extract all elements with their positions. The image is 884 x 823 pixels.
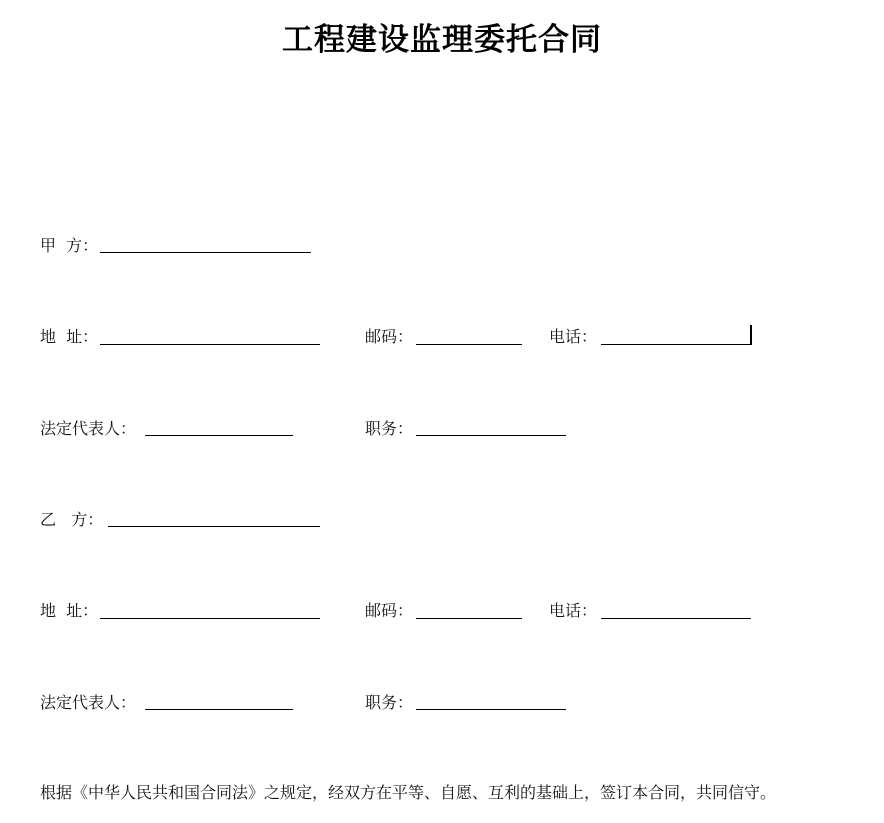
preamble-paragraph: 根据《中华人民共和国合同法》之规定，经双方在平等、自愿、互利的基础上，签订本合同，共同信守。 xyxy=(40,783,777,802)
party-a-address-label: 地 址： xyxy=(40,327,99,346)
party-a-label: 甲 方： xyxy=(40,236,99,255)
party-b-postcode-label: 邮码： xyxy=(365,601,414,620)
party-b-name-field[interactable] xyxy=(108,526,320,527)
party-a-position-label: 职务： xyxy=(365,419,414,438)
party-b-legal-rep-field[interactable] xyxy=(145,709,293,710)
party-b-phone-field[interactable] xyxy=(601,618,751,619)
party-b-postcode-field[interactable] xyxy=(416,618,522,619)
party-b-position-label: 职务： xyxy=(365,693,414,712)
party-b-phone-label: 电话： xyxy=(549,601,598,620)
party-a-phone-label: 电话： xyxy=(549,327,598,346)
party-b-legal-rep-label: 法定代表人： xyxy=(40,693,137,712)
party-b-address-field[interactable] xyxy=(100,618,320,619)
party-a-legal-rep-field[interactable] xyxy=(145,435,293,436)
party-a-postcode-label: 邮码： xyxy=(365,327,414,346)
party-a-postcode-field[interactable] xyxy=(416,344,522,345)
party-b-label: 乙 方： xyxy=(40,510,104,529)
party-a-position-field[interactable] xyxy=(416,435,566,436)
contract-title: 工程建设监理委托合同 xyxy=(282,22,602,58)
text-cursor xyxy=(750,325,752,345)
party-a-phone-field[interactable] xyxy=(601,344,751,345)
party-a-address-field[interactable] xyxy=(100,344,320,345)
party-b-address-label: 地 址： xyxy=(40,601,99,620)
party-b-position-field[interactable] xyxy=(416,709,566,710)
party-a-name-field[interactable] xyxy=(100,252,311,253)
party-a-legal-rep-label: 法定代表人： xyxy=(40,419,137,438)
